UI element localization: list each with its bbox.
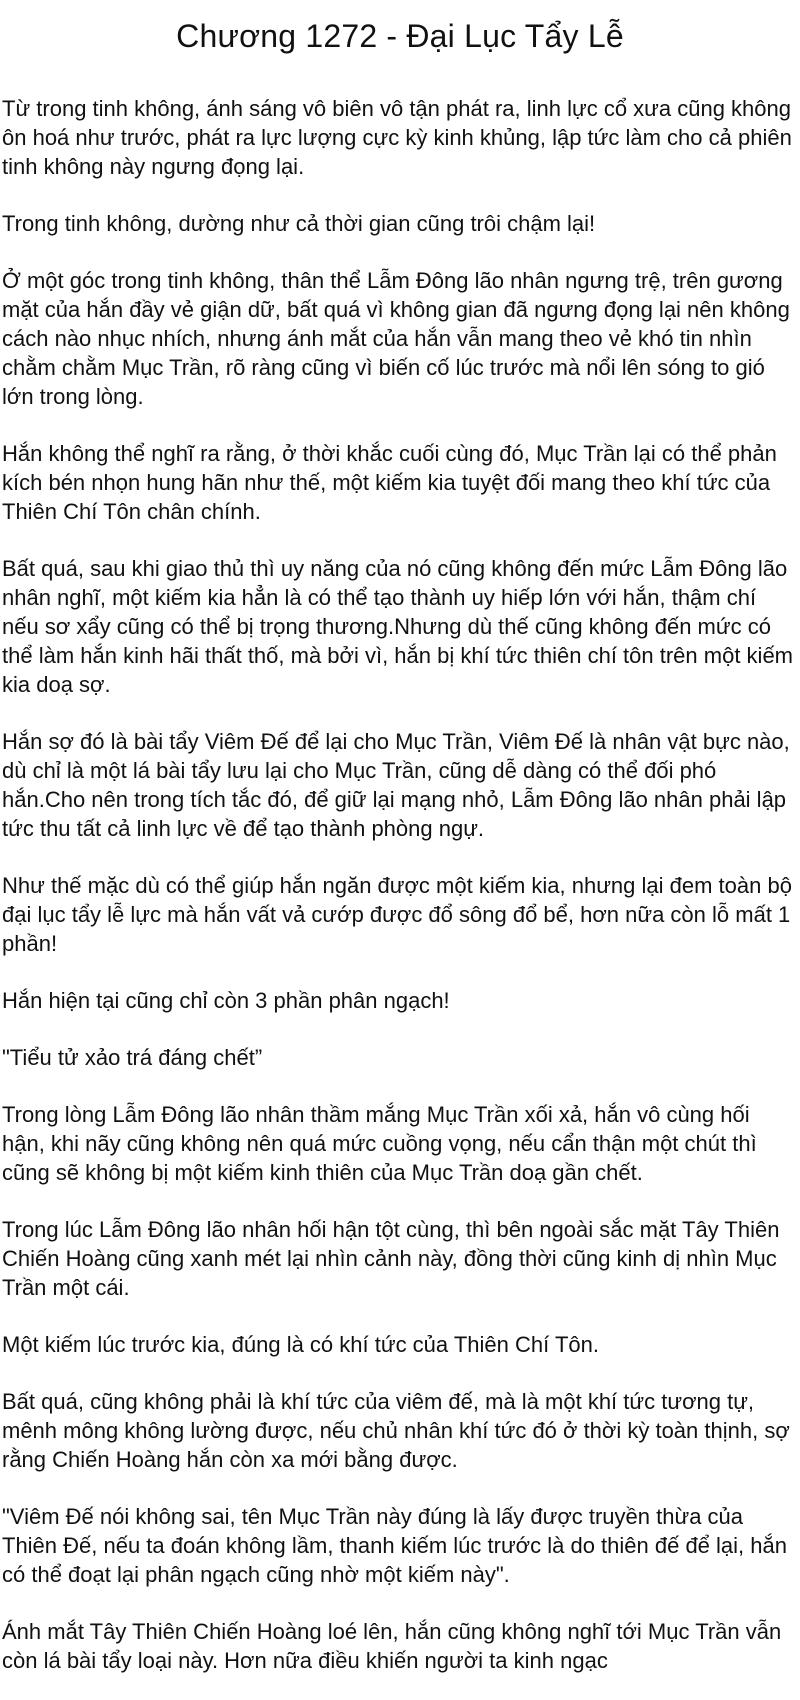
chapter-title: Chương 1272 - Đại Lục Tẩy Lễ: [176, 18, 624, 54]
paragraph: Bất quá, cũng không phải là khí tức của viêm đế, mà là một khí tức tương tự, mênh mông không lường được, nếu chủ nhân khí tức đó ở thời kỳ toàn thịnh, sợ rằng Chiến Hoàng hắn còn xa mới bằng được.: [2, 1389, 790, 1472]
paragraph: "Viêm Đế nói không sai, tên Mục Trần này đúng là lấy được truyền thừa của Thiên Đế, nếu ta đoán không lầm, thanh kiếm lúc trước là do thiên đế để lại, hắn có thể đoạt lại phân ngạch cũng nhờ một kiếm này".: [2, 1504, 787, 1587]
paragraph: Trong lòng Lẫm Đông lão nhân thầm mắng Mục Trần xối xả, hắn vô cùng hối hận, khi nãy cũng không nên quá mức cuồng vọng, nếu cẩn thận một chút thì cũng sẽ không bị một kiếm kinh thiên của Mục Trần doạ gần chết.: [2, 1102, 757, 1185]
paragraph: Ở một góc trong tinh không, thân thể Lẫm Đông lão nhân ngưng trệ, trên gương mặt của hắn đầy vẻ giận dữ, bất quá vì không gian đã ngưng đọng lại nên không cách nào nhục nhích, nhưng ánh mắt của hắn vẫn mang theo vẻ khó tin nhìn chằm chằm Mục Trần, rõ ràng cũng vì biến cố lúc trước mà nổi lên sóng to gió lớn trong lòng.: [2, 268, 790, 409]
paragraph: Hắn sợ đó là bài tẩy Viêm Đế để lại cho Mục Trần, Viêm Đế là nhân vật bực nào, dù chỉ là một lá bài tẩy lưu lại cho Mục Trần, cũng dễ dàng có thể đối phó hắn.Cho nên trong tích tắc đó, để giữ lại mạng nhỏ, Lẫm Đông lão nhân phải lập tức thu tất cả linh lực về để tạo thành phòng ngự.: [2, 729, 790, 841]
paragraph: Trong tinh không, dường như cả thời gian cũng trôi chậm lại!: [2, 211, 596, 236]
paragraph: Hắn không thể nghĩ ra rằng, ở thời khắc cuối cùng đó, Mục Trần lại có thể phản kích bén nhọn hung hãn như thế, một kiếm kia tuyệt đối mang theo khí tức của Thiên Chí Tôn chân chính.: [2, 441, 777, 524]
paragraph: Ánh mắt Tây Thiên Chiến Hoàng loé lên, hắn cũng không nghĩ tới Mục Trần vẫn còn lá bài tẩy loại này. Hơn nữa điều khiến người ta kinh ngạc: [2, 1619, 782, 1673]
paragraph: Hắn hiện tại cũng chỉ còn 3 phần phân ngạch!: [2, 988, 450, 1013]
paragraph: "Tiểu tử xảo trá đáng chết”: [2, 1045, 263, 1070]
chapter-body: [2, 94, 798, 1700]
paragraph: Như thế mặc dù có thể giúp hắn ngăn được một kiếm kia, nhưng lại đem toàn bộ đại lục tẩy lễ lực mà hắn vất vả cướp được đổ sông đổ bể, hơn nữa còn lỗ mất 1 phần!: [2, 873, 792, 956]
paragraph: Một kiếm lúc trước kia, đúng là có khí tức của Thiên Chí Tôn.: [2, 1332, 599, 1357]
paragraph: Trong lúc Lẫm Đông lão nhân hối hận tột cùng, thì bên ngoài sắc mặt Tây Thiên Chiến Hoàng cũng xanh mét lại nhìn cảnh này, đồng thời cũng kinh dị nhìn Mục Trần một cái.: [2, 1217, 780, 1300]
paragraph: Từ trong tinh không, ánh sáng vô biên vô tận phát ra, linh lực cổ xưa cũng không ôn hoá như trước, phát ra lực lượng cực kỳ kinh khủng, lập tức làm cho cả phiên tinh không này ngưng đọng lại.: [2, 96, 792, 179]
paragraph: Bất quá, sau khi giao thủ thì uy năng của nó cũng không đến mức Lẫm Đông lão nhân nghĩ, một kiếm kia hẳn là có thể tạo thành uy hiếp lớn với hắn, thậm chí nếu sơ xẩy cũng có thể bị trọng thương.Nhưng dù thế cũng không đến mức có thể làm hắn kinh hãi thất thố, mà bởi vì, hắn bị khí tức thiên chí tôn trên một kiếm kia doạ sợ.: [2, 556, 794, 697]
